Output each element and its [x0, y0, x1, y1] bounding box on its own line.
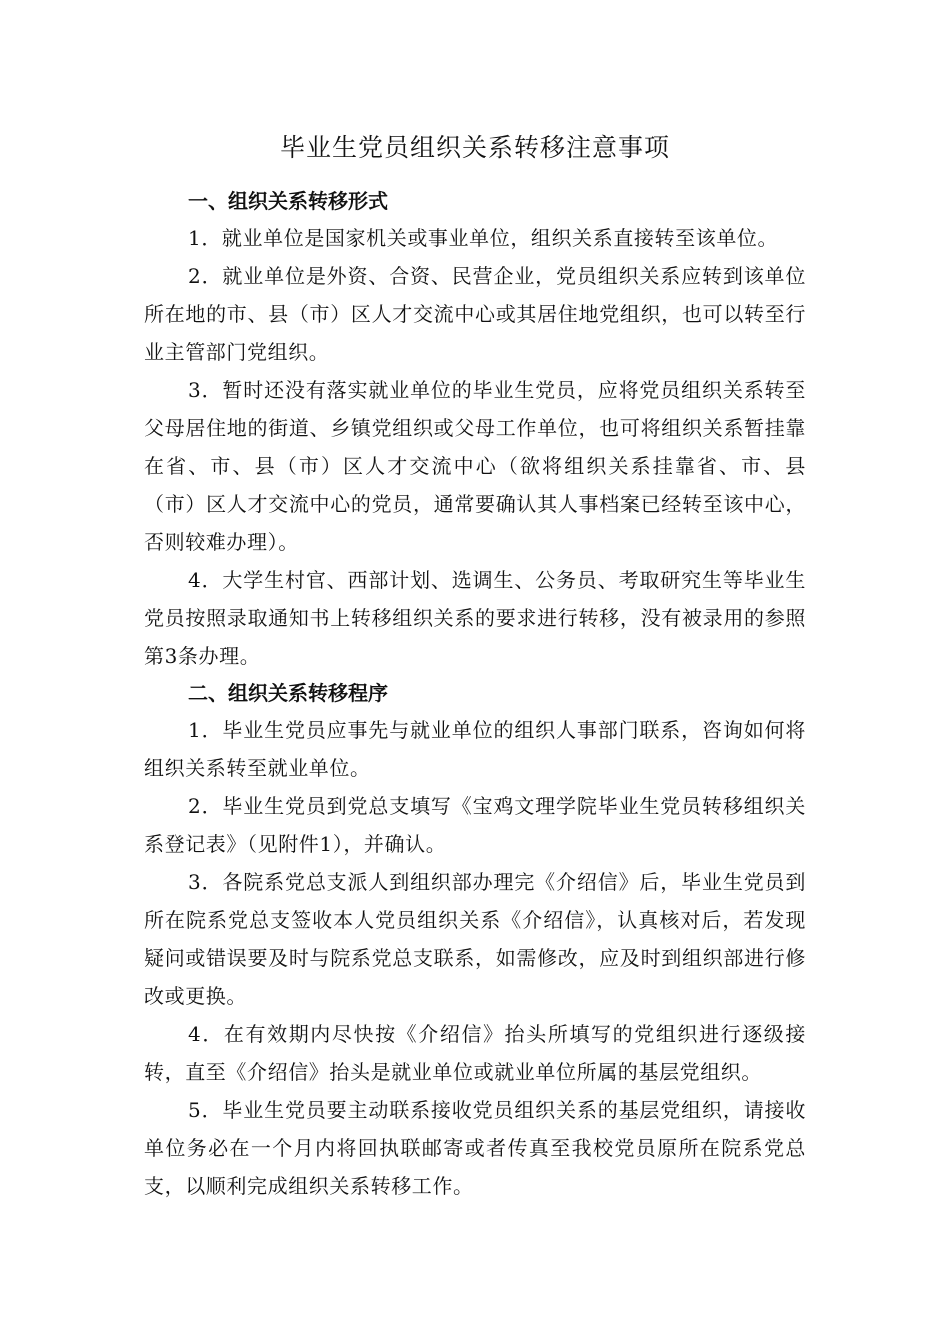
paragraph: 4．大学生村官、西部计划、选调生、公务员、考取研究生等毕业生党员按照录取通知书上转移组织关系的要求进行转移，没有被录用的参照第3条办理。	[144, 568, 806, 668]
paragraph: 2．毕业生党员到党总支填写《宝鸡文理学院毕业生党员转移组织关系登记表》（见附件1），并确认。	[144, 794, 806, 856]
section-transfer-procedure	[144, 675, 806, 1205]
paragraph: 1．就业单位是国家机关或事业单位，组织关系直接转至该单位。	[188, 226, 779, 250]
section-heading: 一、组织关系转移形式	[188, 189, 388, 213]
document-title: 毕业生党员组织关系转移注意事项	[279, 133, 670, 162]
paragraph: 1．毕业生党员应事先与就业单位的组织人事部门联系，咨询如何将组织关系转至就业单位。	[144, 718, 806, 780]
paragraph: 2．就业单位是外资、合资、民营企业，党员组织关系应转到该单位所在地的市、县（市）区人才交流中心或其居住地党组织，也可以转至行业主管部门党组织。	[144, 264, 806, 364]
paragraph: 3．各院系党总支派人到组织部办理完《介绍信》后，毕业生党员到所在院系党总支签收本人党员组织关系《介绍信》，认真核对后，若发现疑问或错误要及时与院系党总支联系，如需修改，应及时到组织部进行修改或更换。	[144, 870, 806, 1008]
section-heading: 二、组织关系转移程序	[188, 681, 388, 705]
section-transfer-forms	[144, 183, 806, 675]
paragraph: 5．毕业生党员要主动联系接收党员组织关系的基层党组织，请接收单位务必在一个月内将回执联邮寄或者传真至我校党员原所在院系党总支，以顺利完成组织关系转移工作。	[144, 1098, 806, 1198]
paragraph: 4．在有效期内尽快按《介绍信》抬头所填写的党组织进行逐级接转，直至《介绍信》抬头是就业单位或就业单位所属的基层党组织。	[144, 1022, 806, 1084]
paragraph: 3．暂时还没有落实就业单位的毕业生党员，应将党员组织关系转至父母居住地的街道、乡镇党组织或父母工作单位，也可将组织关系暂挂靠在省、市、县（市）区人才交流中心（欲将组织关系挂靠省、市、县（市）区人才交流中心的党员，通常要确认其人事档案已经转至该中心，否则较难办理）。	[144, 378, 806, 554]
document-page	[144, 128, 806, 1205]
